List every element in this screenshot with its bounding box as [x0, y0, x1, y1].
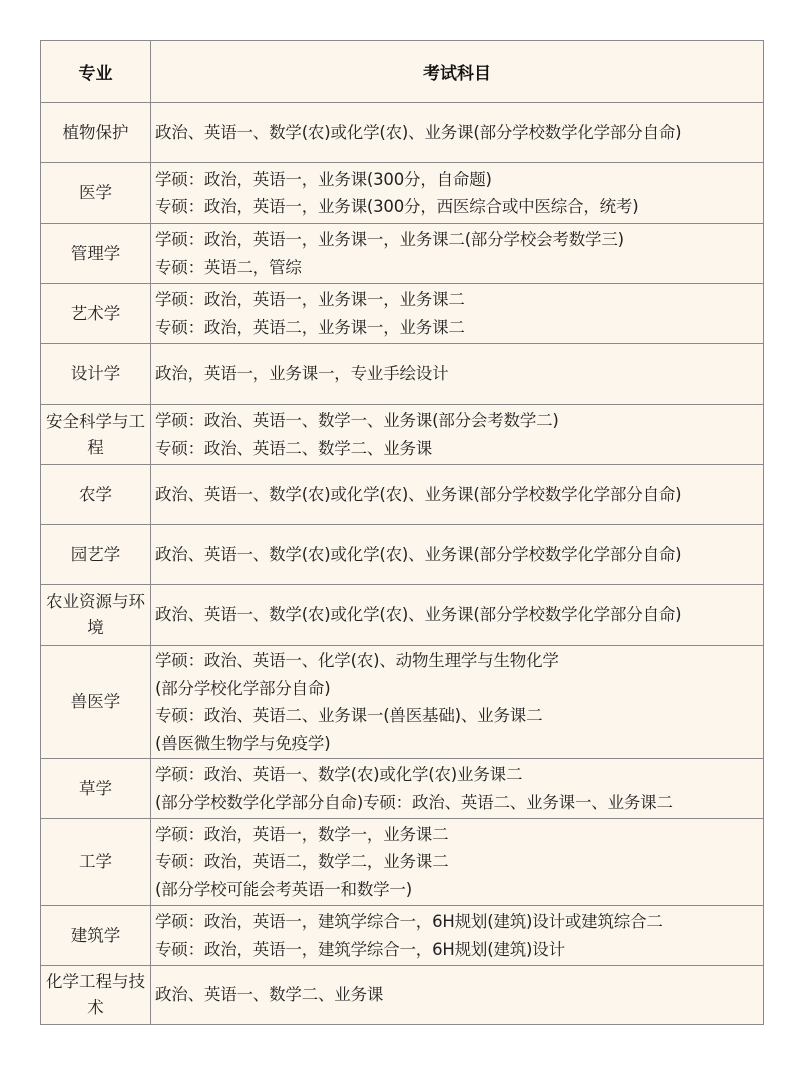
subject-line: 专硕：政治，英语一，建筑学综合一，6H规划(建筑)设计	[155, 939, 565, 959]
subjects-cell	[151, 906, 764, 966]
table-row	[41, 819, 764, 906]
subject-line: 专硕：政治，英语一，业务课(300分，西医综合或中医综合，统考)	[155, 197, 639, 216]
subject-line: 专硕：政治、英语二、业务课一(兽医基础)、业务课二	[155, 706, 543, 725]
table-row	[41, 224, 764, 284]
subject-line: 学硕：政治，英语一，建筑学综合一，6H规划(建筑)设计或建筑综合二	[155, 912, 663, 931]
table-row	[41, 646, 764, 759]
subject-line: 学硕：政治，英语一，数学一，业务课二	[155, 824, 449, 844]
subjects-cell	[151, 284, 764, 344]
subject-line: 专硕：政治、英语二、数学二、业务课	[155, 438, 433, 458]
major-cell: 草学	[41, 759, 151, 819]
subjects-cell	[151, 646, 764, 759]
subject-line: 政治，英语一，业务课一，专业手绘设计	[155, 364, 449, 384]
major-cell: 农学	[41, 465, 151, 525]
subjects-cell	[151, 405, 764, 465]
major-cell: 艺术学	[41, 284, 151, 344]
subject-line: 政治、英语一、数学(农)或化学(农)、业务课(部分学校数学化学部分自命)	[155, 605, 682, 625]
table-row	[41, 344, 764, 405]
subjects-cell	[151, 224, 764, 284]
subjects-cell	[151, 525, 764, 585]
subject-line: 学硕：政治、英语一、数学(农)或化学(农)业务课二	[155, 765, 523, 784]
subjects-cell	[151, 759, 764, 819]
subject-line: (部分学校化学部分自命)	[155, 678, 331, 698]
header-subjects: 考试科目	[151, 41, 764, 103]
subjects-cell	[151, 163, 764, 224]
table-row	[41, 284, 764, 344]
table-row	[41, 405, 764, 465]
major-cell: 建筑学	[41, 906, 151, 966]
header-major: 专业	[41, 41, 151, 103]
subject-line: (部分学校数学化学部分自命)专硕：政治、英语二、业务课一、业务课二	[155, 792, 673, 812]
subjects-cell	[151, 103, 764, 163]
table-row	[41, 906, 764, 966]
major-cell: 兽医学	[41, 646, 151, 759]
table-row	[41, 585, 764, 646]
major-cell: 设计学	[41, 344, 151, 405]
subjects-cell	[151, 465, 764, 525]
subject-line: 学硕：政治、英语一、化学(农)、动物生理学与生物化学	[155, 651, 559, 670]
table-row	[41, 966, 764, 1025]
table-row	[41, 103, 764, 163]
major-cell: 管理学	[41, 224, 151, 284]
subjects-cell	[151, 585, 764, 646]
table-row	[41, 465, 764, 525]
table-row	[41, 163, 764, 224]
subject-line: 学硕：政治、英语一、数学一、业务课(部分会考数学二)	[155, 411, 559, 430]
subject-line: 政治、英语一、数学(农)或化学(农)、业务课(部分学校数学化学部分自命)	[155, 122, 682, 142]
subject-line: (兽医微生物学与免疫学)	[155, 733, 331, 753]
major-cell: 农业资源与环境	[41, 585, 151, 646]
subject-line: 专硕：英语二，管综	[155, 257, 302, 277]
major-cell: 医学	[41, 163, 151, 224]
subject-line: 政治、英语一、数学(农)或化学(农)、业务课(部分学校数学化学部分自命)	[155, 544, 682, 564]
table-header-row	[41, 41, 764, 103]
subject-line: 学硕：政治，英语一，业务课(300分，自命题)	[155, 169, 492, 189]
subject-line: 专硕：政治，英语二，业务课一，业务课二	[155, 317, 465, 337]
subjects-cell	[151, 966, 764, 1025]
subject-line: 学硕：政治，英语一，业务课一，业务课二(部分学校会考数学三)	[155, 230, 624, 249]
subject-line: 专硕：政治，英语二，数学二，业务课二	[155, 852, 449, 872]
major-cell: 园艺学	[41, 525, 151, 585]
subject-line: (部分学校可能会考英语一和数学一)	[155, 879, 412, 899]
subject-line: 政治、英语一、数学二、业务课	[155, 985, 384, 1005]
exam-subjects-table	[40, 40, 764, 1025]
subjects-cell	[151, 344, 764, 405]
table-row	[41, 525, 764, 585]
subject-line: 学硕：政治，英语一，业务课一，业务课二	[155, 290, 465, 309]
table-row	[41, 759, 764, 819]
subject-line: 政治、英语一、数学(农)或化学(农)、业务课(部分学校数学化学部分自命)	[155, 484, 682, 504]
major-cell: 工学	[41, 819, 151, 906]
major-cell: 安全科学与工程	[41, 405, 151, 465]
subjects-cell	[151, 819, 764, 906]
major-cell: 化学工程与技术	[41, 966, 151, 1025]
major-cell: 植物保护	[41, 103, 151, 163]
